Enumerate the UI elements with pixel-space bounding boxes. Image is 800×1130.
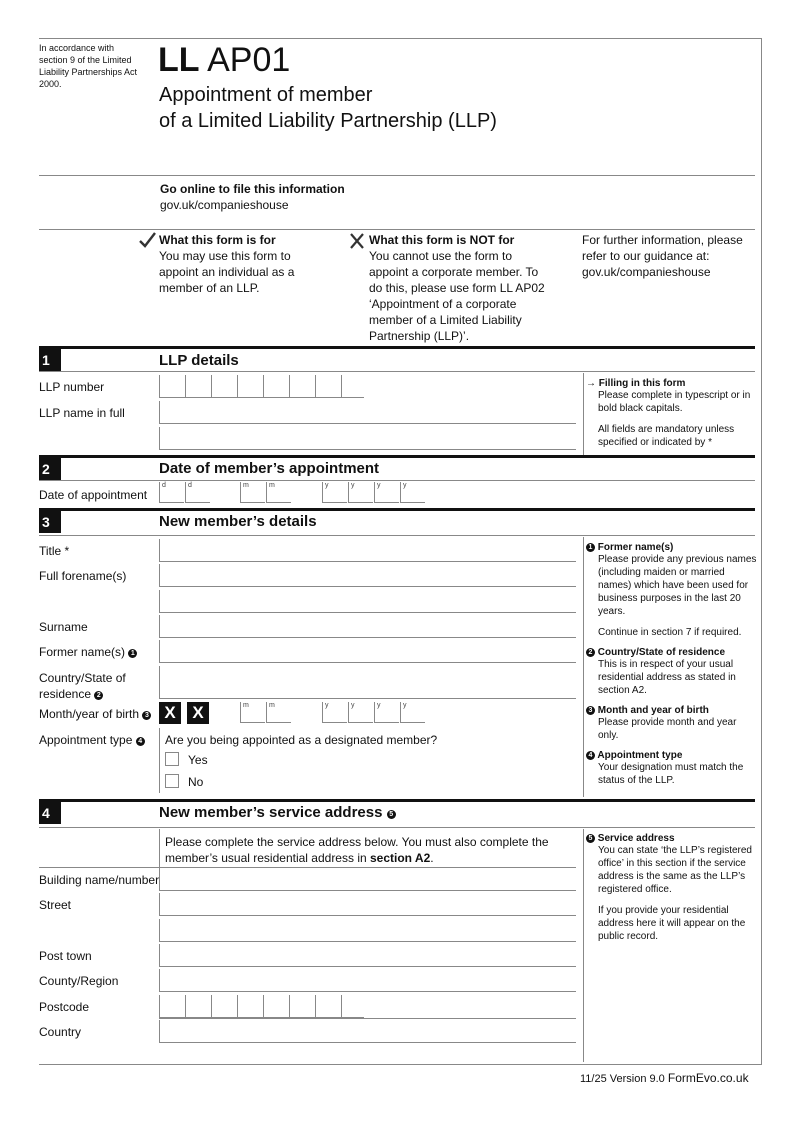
former-names-label-text: Former name(s): [39, 645, 126, 659]
guidance-service-heading: Service address: [597, 833, 675, 844]
form-code-prefix: LL: [158, 41, 200, 79]
guidance-marker-5: 5: [387, 810, 396, 819]
forenames-field-line2[interactable]: [159, 590, 576, 613]
guidance-former-text2: Continue in section 7 if required.: [598, 627, 742, 638]
form-not-for-text: You cannot use the form to appoint a corporate member. To do this, please use form LL AP02 ‘Appointment of a corporate member of a Limited Liability Partnership (LLP)’.: [369, 249, 545, 343]
legal-note: In accordance with section 9 of the Limited Liability Partnerships Act 2000.: [39, 43, 138, 89]
page-bottom-border: [39, 1064, 761, 1065]
guidance-marker-4: 4: [586, 751, 595, 760]
llp-number-box[interactable]: [237, 375, 263, 398]
page-top-border: [39, 38, 761, 39]
date-box-year[interactable]: y: [374, 482, 399, 503]
footer: [580, 1071, 749, 1085]
guidance-divider: [583, 829, 584, 1062]
date-box-year[interactable]: y: [322, 482, 347, 503]
form-code-number: AP01: [207, 41, 291, 79]
divider: [39, 480, 755, 481]
section-rule: [39, 346, 755, 349]
dob-day-blocked: X: [159, 702, 181, 724]
date-box-month[interactable]: m: [240, 482, 265, 503]
intro-text: Please complete the service address below. You must also complete the member’s usual residential address in: [165, 835, 549, 865]
guidance-service-text2: If you provide your residential address here it will appear on the public record.: [598, 905, 746, 942]
page-right-border: [761, 38, 762, 1065]
llp-number-label: LLP number: [39, 380, 105, 394]
building-label: Building name/number: [39, 873, 160, 887]
llp-name-label: LLP name in full: [39, 406, 125, 420]
street-field[interactable]: [159, 893, 576, 916]
date-box-month[interactable]: m: [266, 482, 291, 503]
dob-label-text: Month/year of birth: [39, 707, 140, 721]
footer-brand: FormEvo.co.uk: [667, 1071, 749, 1085]
section-4-title-text: New member’s service address: [159, 804, 383, 821]
date-box-year[interactable]: y: [348, 482, 373, 503]
cross-icon: [349, 232, 365, 255]
surname-label: Surname: [39, 620, 88, 634]
online-heading: Go online to file this information: [160, 182, 345, 196]
llp-name-field-line2[interactable]: [159, 427, 576, 450]
form-not-for-block: [369, 232, 549, 344]
guidance-mandatory-text: All fields are mandatory unless specified or indicated by *: [598, 424, 735, 448]
post-town-field[interactable]: [159, 944, 576, 967]
date-box-year[interactable]: y: [400, 482, 425, 503]
section-2-number: 2: [39, 458, 61, 480]
section-1-number: 1: [39, 349, 61, 371]
llp-name-field[interactable]: [159, 401, 576, 424]
llp-number-box[interactable]: [341, 375, 364, 398]
dob-box-year[interactable]: y: [374, 702, 399, 723]
postcode-box[interactable]: [289, 995, 315, 1018]
intro-end: .: [430, 851, 434, 865]
country-residence-label: [39, 670, 154, 702]
form-title-line2: of a Limited Liability Partnership (LLP): [159, 110, 497, 132]
designated-no-label: No: [188, 775, 204, 789]
country-residence-label-text: Country/State of residence: [39, 671, 126, 701]
further-info-block: [582, 232, 752, 280]
date-box-day[interactable]: d: [185, 482, 210, 503]
county-field[interactable]: [159, 969, 576, 992]
llp-number-box[interactable]: [159, 375, 185, 398]
postcode-box[interactable]: [341, 995, 364, 1018]
guidance-country-heading: Country/State of residence: [597, 647, 726, 658]
guidance-marker-3: 3: [586, 706, 595, 715]
appointment-type-label-text: Appointment type: [39, 733, 133, 747]
country-residence-field[interactable]: [159, 666, 576, 699]
guidance-marker-5: 5: [586, 834, 595, 843]
service-address-intro: [165, 834, 565, 866]
designated-yes-checkbox[interactable]: [165, 752, 179, 766]
section-3-number: 3: [39, 511, 61, 533]
llp-number-box[interactable]: [289, 375, 315, 398]
divider: [39, 535, 755, 536]
surname-field[interactable]: [159, 615, 576, 638]
dob-box-year[interactable]: y: [322, 702, 347, 723]
form-for-block: [159, 232, 324, 296]
section-4-title: [159, 804, 396, 821]
guidance-dob-text: Please provide month and year only.: [598, 717, 737, 741]
date-box-day[interactable]: d: [159, 482, 184, 503]
title-field[interactable]: [159, 539, 576, 562]
dob-box-month[interactable]: m: [240, 702, 265, 723]
form-code: [158, 40, 290, 80]
section-1-title: LLP details: [159, 352, 239, 369]
guidance-former-heading: Former name(s): [597, 542, 674, 553]
llp-number-box[interactable]: [211, 375, 237, 398]
guidance-divider: [583, 373, 584, 455]
country-label: Country: [39, 1025, 82, 1039]
postcode-box[interactable]: [159, 995, 185, 1018]
guidance-country-text: This is in respect of your usual residential address as stated in section A2.: [598, 659, 736, 696]
footer-version: 11/25 Version 9.0: [580, 1073, 665, 1085]
guidance-dob-heading: Month and year of birth: [597, 705, 709, 716]
section-3-title: New member’s details: [159, 513, 317, 530]
guidance-section-4: [586, 833, 758, 943]
guidance-section-3: [586, 542, 758, 787]
divider: [39, 175, 755, 176]
forenames-field[interactable]: [159, 564, 576, 587]
guidance-filling: [586, 378, 756, 449]
post-town-label: Post town: [39, 949, 92, 963]
section-rule: [39, 508, 755, 511]
form-title-line1: Appointment of member: [159, 84, 373, 106]
check-icon: [137, 230, 157, 255]
section-rule: [39, 799, 755, 802]
llp-number-box[interactable]: [315, 375, 341, 398]
guidance-filling-text: Please complete in typescript or in bold black capitals.: [598, 390, 751, 414]
further-info-text: For further information, please refer to our guidance at:: [582, 233, 743, 263]
dob-label: [39, 707, 151, 721]
guidance-divider: [583, 537, 584, 797]
designated-yes-label: Yes: [188, 753, 208, 767]
online-filing: [160, 181, 345, 213]
street-label: Street: [39, 898, 72, 912]
dob-box-month[interactable]: m: [266, 702, 291, 723]
postcode-box[interactable]: [263, 995, 289, 1018]
dob-box-year[interactable]: y: [348, 702, 373, 723]
building-field[interactable]: [159, 868, 576, 891]
title-label: Title *: [39, 544, 70, 558]
guidance-filling-heading: Filling in this form: [598, 378, 686, 389]
llp-number-box[interactable]: [263, 375, 289, 398]
forenames-label: Full forename(s): [39, 569, 127, 583]
section-4-number: 4: [39, 802, 61, 824]
further-info-url[interactable]: gov.uk/companieshouse: [582, 265, 711, 279]
appointment-question: Are you being appointed as a designated member?: [165, 733, 438, 747]
guidance-marker-2: 2: [94, 691, 103, 700]
postcode-box[interactable]: [211, 995, 237, 1018]
dob-day-blocked: X: [187, 702, 209, 724]
postcode-label: Postcode: [39, 1000, 90, 1014]
guidance-marker-1: 1: [586, 543, 595, 552]
form-title: [159, 82, 497, 134]
appointment-type-border: [159, 728, 160, 793]
guidance-marker-1: 1: [128, 649, 137, 658]
guidance-former-text: Please provide any previous names (including maiden or married names) which have been used for business purposes in the last 20 years.: [598, 554, 757, 617]
form-for-text: You may use this form to appoint an individual as a member of an LLP.: [159, 249, 295, 295]
guidance-service-text: You can state ‘the LLP’s registered office’ in this section if the service address is the same as the LLP’s registered office.: [598, 845, 752, 895]
former-names-label: [39, 645, 137, 659]
postcode-box[interactable]: [237, 995, 263, 1018]
guidance-marker-2: 2: [586, 648, 595, 657]
country-field[interactable]: [159, 1020, 576, 1043]
dob-box-year[interactable]: y: [400, 702, 425, 723]
divider: [39, 827, 755, 828]
street-field-line2[interactable]: [159, 919, 576, 942]
intro-section-ref: section A2: [370, 851, 431, 865]
appointment-type-label: [39, 733, 145, 747]
postcode-box[interactable]: [185, 995, 211, 1018]
intro-border: [159, 829, 160, 867]
postcode-box[interactable]: [315, 995, 341, 1018]
llp-number-box[interactable]: [185, 375, 211, 398]
section-rule: [39, 455, 755, 458]
section-2-title: Date of member’s appointment: [159, 460, 380, 477]
county-label: County/Region: [39, 974, 119, 988]
date-of-appointment-label: Date of appointment: [39, 488, 148, 502]
divider: [159, 1018, 576, 1019]
form-not-for-heading: What this form is NOT for: [369, 233, 515, 247]
guidance-appointment-heading: Appointment type: [597, 750, 683, 761]
designated-no-checkbox[interactable]: [165, 774, 179, 788]
guidance-marker-4: 4: [136, 737, 145, 746]
form-for-heading: What this form is for: [159, 233, 276, 247]
arrow-right-icon: →: [586, 378, 596, 389]
guidance-appointment-text: Your designation must match the status of the LLP.: [598, 762, 744, 786]
divider: [39, 371, 755, 372]
online-url[interactable]: gov.uk/companieshouse: [160, 198, 289, 212]
former-names-field[interactable]: [159, 640, 576, 663]
guidance-marker-3: 3: [142, 711, 151, 720]
